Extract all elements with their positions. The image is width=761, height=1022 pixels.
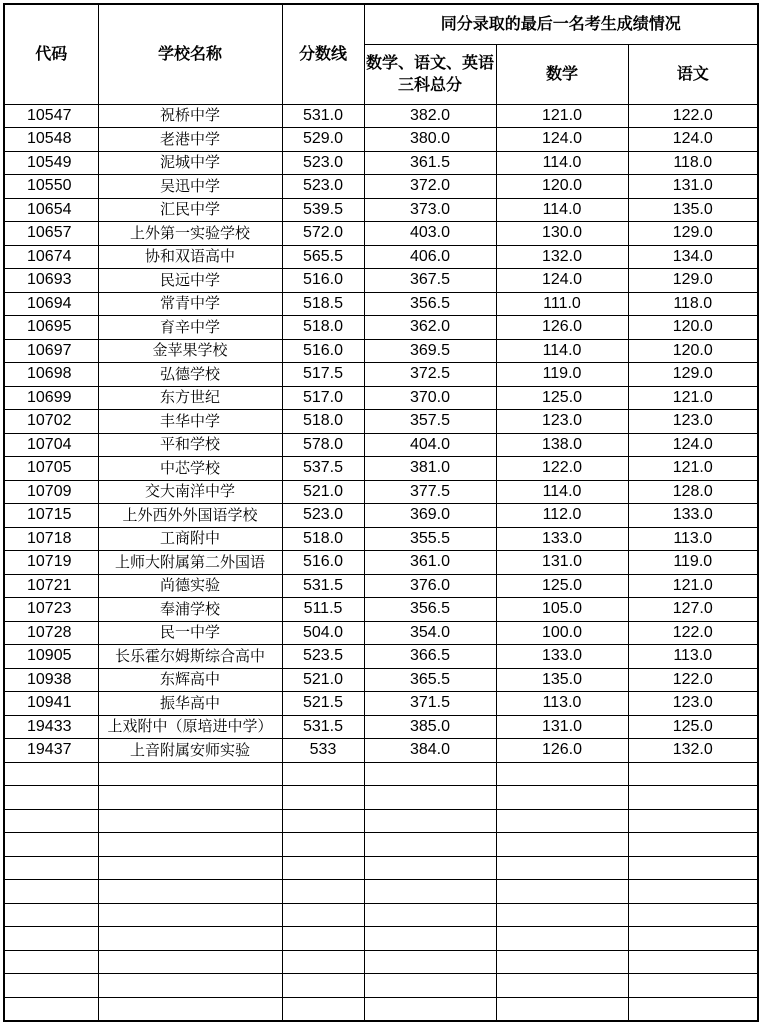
table-row	[4, 339, 758, 363]
cell-total-score	[364, 786, 496, 810]
cell-chinese	[628, 833, 758, 857]
header-score-line: 分数线	[282, 4, 364, 104]
table-header	[4, 4, 758, 104]
cell-math: 123.0	[496, 410, 628, 434]
header-school-name: 学校名称	[98, 4, 282, 104]
cell-chinese: 118.0	[628, 151, 758, 175]
table-row	[4, 527, 758, 551]
cell-chinese	[628, 997, 758, 1021]
cell-code: 10674	[4, 245, 98, 269]
cell-chinese: 129.0	[628, 222, 758, 246]
cell-code	[4, 997, 98, 1021]
cell-code: 10938	[4, 668, 98, 692]
cell-math: 121.0	[496, 104, 628, 128]
table-row	[4, 457, 758, 481]
cell-chinese: 121.0	[628, 457, 758, 481]
cell-code: 10695	[4, 316, 98, 340]
cell-score-line: 517.5	[282, 363, 364, 387]
cell-code: 10550	[4, 175, 98, 199]
cell-math: 114.0	[496, 480, 628, 504]
table-row	[4, 574, 758, 598]
table-row	[4, 222, 758, 246]
cell-score-line: 523.0	[282, 504, 364, 528]
cell-total-score	[364, 950, 496, 974]
cell-chinese: 122.0	[628, 668, 758, 692]
cell-chinese: 134.0	[628, 245, 758, 269]
table-row	[4, 692, 758, 716]
cell-chinese: 123.0	[628, 692, 758, 716]
cell-code	[4, 856, 98, 880]
cell-math	[496, 950, 628, 974]
cell-code	[4, 880, 98, 904]
cell-score-line	[282, 880, 364, 904]
cell-math: 124.0	[496, 128, 628, 152]
cell-code: 10905	[4, 645, 98, 669]
cell-total-score	[364, 880, 496, 904]
cell-total-score: 370.0	[364, 386, 496, 410]
cell-total-score: 369.0	[364, 504, 496, 528]
cell-total-score	[364, 762, 496, 786]
cell-score-line: 504.0	[282, 621, 364, 645]
cell-school-name: 长乐霍尔姆斯综合高中	[98, 645, 282, 669]
cell-code	[4, 927, 98, 951]
cell-code	[4, 786, 98, 810]
header-total-score: 数学、语文、英语三科总分	[364, 44, 496, 104]
cell-chinese: 124.0	[628, 433, 758, 457]
cell-score-line: 521.0	[282, 480, 364, 504]
cell-score-line: 523.5	[282, 645, 364, 669]
cell-math: 114.0	[496, 198, 628, 222]
cell-chinese	[628, 974, 758, 998]
cell-score-line	[282, 903, 364, 927]
cell-score-line: 518.0	[282, 316, 364, 340]
cell-school-name	[98, 786, 282, 810]
cell-math: 133.0	[496, 645, 628, 669]
table-row	[4, 833, 758, 857]
table-row	[4, 598, 758, 622]
cell-total-score	[364, 809, 496, 833]
cell-code: 10654	[4, 198, 98, 222]
cell-school-name	[98, 997, 282, 1021]
cell-chinese	[628, 880, 758, 904]
cell-total-score: 354.0	[364, 621, 496, 645]
cell-school-name	[98, 856, 282, 880]
cell-code: 10547	[4, 104, 98, 128]
cell-chinese: 120.0	[628, 339, 758, 363]
cell-chinese: 123.0	[628, 410, 758, 434]
cell-code: 10699	[4, 386, 98, 410]
cell-score-line: 529.0	[282, 128, 364, 152]
cell-total-score: 369.5	[364, 339, 496, 363]
table-row	[4, 997, 758, 1021]
cell-total-score: 367.5	[364, 269, 496, 293]
cell-code	[4, 974, 98, 998]
cell-total-score: 404.0	[364, 433, 496, 457]
cell-score-line: 523.0	[282, 175, 364, 199]
cell-school-name: 奉浦学校	[98, 598, 282, 622]
cell-chinese: 121.0	[628, 574, 758, 598]
cell-total-score: 403.0	[364, 222, 496, 246]
cell-total-score: 372.0	[364, 175, 496, 199]
cell-total-score: 361.5	[364, 151, 496, 175]
cell-math	[496, 833, 628, 857]
cell-chinese: 135.0	[628, 198, 758, 222]
cell-school-name: 上外西外外国语学校	[98, 504, 282, 528]
cell-score-line	[282, 809, 364, 833]
table-row	[4, 480, 758, 504]
cell-math: 132.0	[496, 245, 628, 269]
cell-math: 130.0	[496, 222, 628, 246]
cell-chinese: 118.0	[628, 292, 758, 316]
cell-math: 138.0	[496, 433, 628, 457]
cell-code: 10705	[4, 457, 98, 481]
cell-math: 105.0	[496, 598, 628, 622]
cell-math	[496, 880, 628, 904]
cell-math: 100.0	[496, 621, 628, 645]
cell-total-score	[364, 833, 496, 857]
table-row	[4, 316, 758, 340]
cell-math: 131.0	[496, 551, 628, 575]
admission-score-table	[3, 3, 759, 1022]
cell-school-name: 老港中学	[98, 128, 282, 152]
cell-total-score: 371.5	[364, 692, 496, 716]
cell-score-line: 518.0	[282, 527, 364, 551]
table-row	[4, 621, 758, 645]
cell-math	[496, 856, 628, 880]
cell-chinese: 121.0	[628, 386, 758, 410]
cell-chinese	[628, 786, 758, 810]
cell-school-name: 吴迅中学	[98, 175, 282, 199]
cell-score-line: 518.5	[282, 292, 364, 316]
table-row	[4, 903, 758, 927]
cell-total-score: 361.0	[364, 551, 496, 575]
table-row	[4, 786, 758, 810]
table-row	[4, 410, 758, 434]
cell-code: 10941	[4, 692, 98, 716]
cell-code	[4, 833, 98, 857]
cell-chinese	[628, 950, 758, 974]
cell-math	[496, 786, 628, 810]
table-row	[4, 269, 758, 293]
cell-score-line: 521.0	[282, 668, 364, 692]
cell-score-line	[282, 856, 364, 880]
cell-code: 10549	[4, 151, 98, 175]
cell-score-line: 517.0	[282, 386, 364, 410]
cell-code: 19437	[4, 739, 98, 763]
cell-chinese: 131.0	[628, 175, 758, 199]
cell-school-name	[98, 950, 282, 974]
cell-total-score: 372.5	[364, 363, 496, 387]
cell-math: 113.0	[496, 692, 628, 716]
cell-score-line: 516.0	[282, 339, 364, 363]
cell-math: 120.0	[496, 175, 628, 199]
cell-score-line: 572.0	[282, 222, 364, 246]
cell-score-line	[282, 974, 364, 998]
header-chinese: 语文	[628, 44, 758, 104]
cell-school-name: 民远中学	[98, 269, 282, 293]
cell-total-score	[364, 856, 496, 880]
cell-score-line: 511.5	[282, 598, 364, 622]
cell-score-line: 516.0	[282, 269, 364, 293]
cell-code	[4, 950, 98, 974]
table-row	[4, 880, 758, 904]
cell-code	[4, 903, 98, 927]
cell-school-name: 上音附属安师实验	[98, 739, 282, 763]
table-row	[4, 668, 758, 692]
cell-code: 10697	[4, 339, 98, 363]
cell-school-name	[98, 833, 282, 857]
table-row	[4, 739, 758, 763]
cell-chinese	[628, 903, 758, 927]
cell-school-name: 丰华中学	[98, 410, 282, 434]
table-row	[4, 245, 758, 269]
cell-score-line: 531.5	[282, 715, 364, 739]
cell-code: 10728	[4, 621, 98, 645]
cell-school-name: 上戏附中（原培进中学）	[98, 715, 282, 739]
cell-total-score	[364, 974, 496, 998]
cell-math	[496, 927, 628, 951]
cell-math: 131.0	[496, 715, 628, 739]
cell-chinese: 129.0	[628, 269, 758, 293]
table-row	[4, 198, 758, 222]
cell-math	[496, 903, 628, 927]
cell-score-line: 521.5	[282, 692, 364, 716]
cell-total-score	[364, 927, 496, 951]
cell-total-score: 384.0	[364, 739, 496, 763]
cell-chinese: 119.0	[628, 551, 758, 575]
cell-school-name: 常青中学	[98, 292, 282, 316]
cell-score-line: 531.0	[282, 104, 364, 128]
cell-chinese	[628, 809, 758, 833]
cell-code: 10548	[4, 128, 98, 152]
cell-school-name: 汇民中学	[98, 198, 282, 222]
cell-school-name: 上外第一实验学校	[98, 222, 282, 246]
cell-school-name: 东方世纪	[98, 386, 282, 410]
cell-school-name: 协和双语高中	[98, 245, 282, 269]
cell-score-line: 565.5	[282, 245, 364, 269]
cell-school-name	[98, 903, 282, 927]
cell-total-score	[364, 903, 496, 927]
table-row	[4, 363, 758, 387]
cell-total-score: 406.0	[364, 245, 496, 269]
cell-chinese: 113.0	[628, 645, 758, 669]
cell-score-line: 539.5	[282, 198, 364, 222]
cell-score-line	[282, 950, 364, 974]
cell-math: 111.0	[496, 292, 628, 316]
table-row	[4, 645, 758, 669]
cell-total-score: 362.0	[364, 316, 496, 340]
cell-school-name: 平和学校	[98, 433, 282, 457]
table-row	[4, 128, 758, 152]
cell-math: 124.0	[496, 269, 628, 293]
cell-chinese	[628, 762, 758, 786]
cell-school-name	[98, 974, 282, 998]
table-row	[4, 974, 758, 998]
cell-score-line: 518.0	[282, 410, 364, 434]
cell-math	[496, 762, 628, 786]
cell-code	[4, 762, 98, 786]
cell-math: 126.0	[496, 316, 628, 340]
cell-school-name: 工商附中	[98, 527, 282, 551]
table-row	[4, 386, 758, 410]
cell-total-score: 380.0	[364, 128, 496, 152]
cell-math: 126.0	[496, 739, 628, 763]
cell-school-name: 育辛中学	[98, 316, 282, 340]
table-row	[4, 551, 758, 575]
cell-total-score: 357.5	[364, 410, 496, 434]
cell-code: 10693	[4, 269, 98, 293]
cell-math	[496, 974, 628, 998]
table-row	[4, 151, 758, 175]
header-math: 数学	[496, 44, 628, 104]
cell-school-name: 弘德学校	[98, 363, 282, 387]
cell-math: 119.0	[496, 363, 628, 387]
cell-code: 10704	[4, 433, 98, 457]
cell-code: 10694	[4, 292, 98, 316]
cell-total-score: 385.0	[364, 715, 496, 739]
cell-school-name	[98, 762, 282, 786]
cell-math: 114.0	[496, 151, 628, 175]
header-code: 代码	[4, 4, 98, 104]
cell-total-score: 366.5	[364, 645, 496, 669]
cell-math: 133.0	[496, 527, 628, 551]
cell-math: 125.0	[496, 574, 628, 598]
table-row	[4, 292, 758, 316]
cell-chinese: 133.0	[628, 504, 758, 528]
table-row	[4, 809, 758, 833]
table-row	[4, 927, 758, 951]
cell-school-name	[98, 809, 282, 833]
table-row	[4, 950, 758, 974]
cell-chinese: 122.0	[628, 621, 758, 645]
table-row	[4, 856, 758, 880]
cell-code: 10702	[4, 410, 98, 434]
cell-chinese: 128.0	[628, 480, 758, 504]
cell-score-line: 531.5	[282, 574, 364, 598]
cell-total-score	[364, 997, 496, 1021]
cell-school-name: 祝桥中学	[98, 104, 282, 128]
cell-code: 10718	[4, 527, 98, 551]
cell-chinese: 127.0	[628, 598, 758, 622]
cell-code: 10719	[4, 551, 98, 575]
cell-school-name: 泥城中学	[98, 151, 282, 175]
cell-math: 114.0	[496, 339, 628, 363]
cell-code: 10721	[4, 574, 98, 598]
cell-school-name: 尚德实验	[98, 574, 282, 598]
table-row	[4, 175, 758, 199]
header-group-title: 同分录取的最后一名考生成绩情况	[364, 4, 758, 44]
cell-chinese: 124.0	[628, 128, 758, 152]
cell-score-line	[282, 833, 364, 857]
cell-total-score: 376.0	[364, 574, 496, 598]
cell-code: 10723	[4, 598, 98, 622]
cell-school-name: 民一中学	[98, 621, 282, 645]
cell-total-score: 355.5	[364, 527, 496, 551]
cell-chinese: 129.0	[628, 363, 758, 387]
cell-code: 10657	[4, 222, 98, 246]
cell-math: 135.0	[496, 668, 628, 692]
cell-chinese	[628, 856, 758, 880]
cell-code	[4, 809, 98, 833]
cell-school-name: 中芯学校	[98, 457, 282, 481]
cell-school-name: 交大南洋中学	[98, 480, 282, 504]
table-row	[4, 104, 758, 128]
cell-total-score: 381.0	[364, 457, 496, 481]
cell-math: 112.0	[496, 504, 628, 528]
cell-score-line: 523.0	[282, 151, 364, 175]
cell-school-name	[98, 927, 282, 951]
cell-total-score: 356.5	[364, 598, 496, 622]
cell-total-score: 377.5	[364, 480, 496, 504]
cell-code: 19433	[4, 715, 98, 739]
table-row	[4, 715, 758, 739]
cell-school-name: 上师大附属第二外国语	[98, 551, 282, 575]
cell-math	[496, 997, 628, 1021]
cell-code: 10709	[4, 480, 98, 504]
table-row	[4, 762, 758, 786]
cell-score-line: 537.5	[282, 457, 364, 481]
cell-school-name	[98, 880, 282, 904]
table-row	[4, 504, 758, 528]
cell-score-line	[282, 786, 364, 810]
cell-code: 10715	[4, 504, 98, 528]
cell-code: 10698	[4, 363, 98, 387]
cell-chinese	[628, 927, 758, 951]
cell-score-line: 533	[282, 739, 364, 763]
cell-math	[496, 809, 628, 833]
cell-score-line: 578.0	[282, 433, 364, 457]
cell-school-name: 振华高中	[98, 692, 282, 716]
cell-school-name: 金苹果学校	[98, 339, 282, 363]
cell-chinese: 125.0	[628, 715, 758, 739]
cell-math: 125.0	[496, 386, 628, 410]
cell-score-line: 516.0	[282, 551, 364, 575]
cell-total-score: 356.5	[364, 292, 496, 316]
cell-chinese: 120.0	[628, 316, 758, 340]
cell-chinese: 122.0	[628, 104, 758, 128]
cell-total-score: 382.0	[364, 104, 496, 128]
cell-math: 122.0	[496, 457, 628, 481]
cell-chinese: 132.0	[628, 739, 758, 763]
table-row	[4, 433, 758, 457]
cell-score-line	[282, 927, 364, 951]
cell-score-line	[282, 997, 364, 1021]
table-body	[4, 104, 758, 1021]
cell-total-score: 365.5	[364, 668, 496, 692]
cell-score-line	[282, 762, 364, 786]
cell-chinese: 113.0	[628, 527, 758, 551]
cell-total-score: 373.0	[364, 198, 496, 222]
cell-school-name: 东辉高中	[98, 668, 282, 692]
